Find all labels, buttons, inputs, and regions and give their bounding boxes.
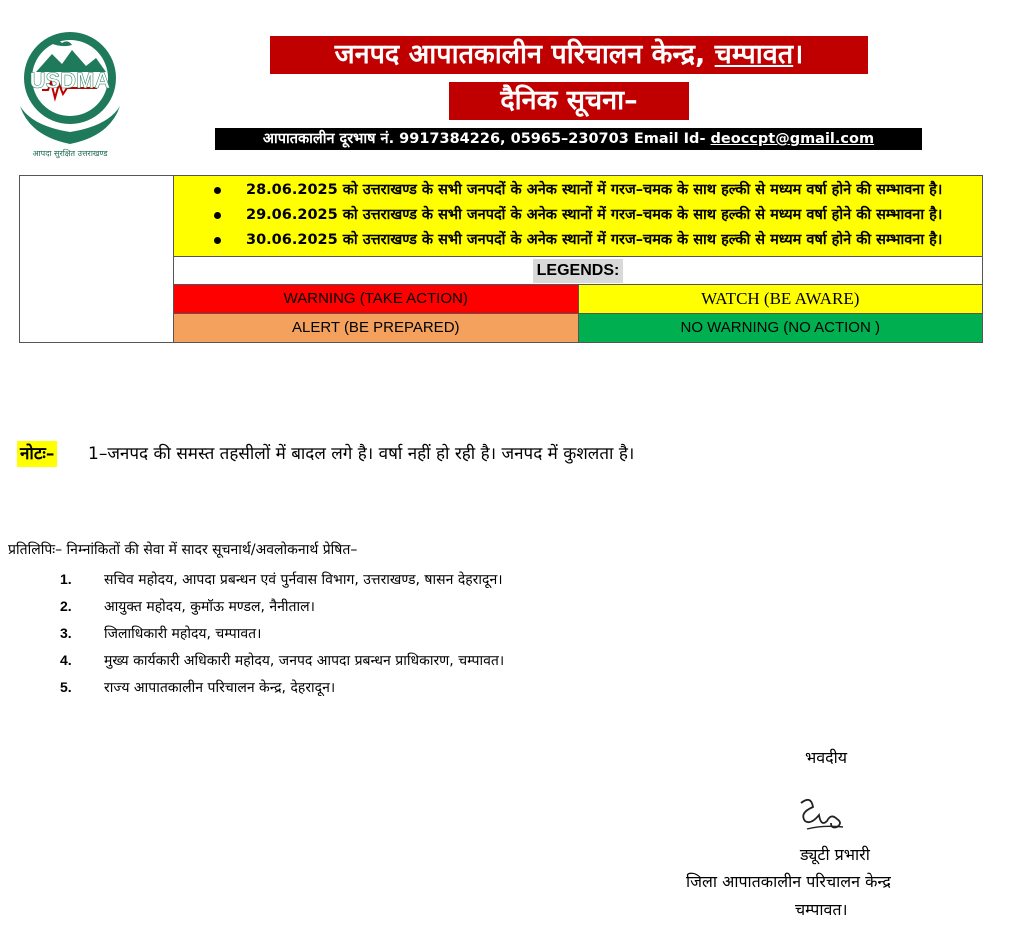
list-number: 2.: [60, 598, 72, 614]
forecast-text: को उत्तराखण्ड के सभी जनपदों के अनेक स्थानों में गरज–चमक के साथ हल्की से मध्यम वर्षा होने की सम्भावना है।: [337, 182, 943, 198]
note-text: 1–जनपद की समस्त तहसीलों में बादल लगे है। वर्षा नहीं हो रही है। जनपद में कुशलता है।: [88, 444, 635, 464]
signature-icon: [793, 793, 855, 839]
forecast-date: 30.06.2025: [246, 232, 338, 248]
list-number: 3.: [60, 625, 72, 641]
list-number: 1.: [60, 571, 72, 587]
legend-watch: WATCH (BE AWARE): [578, 285, 983, 314]
copy-to-intro: प्रतिलिपिः– निम्नांकितों की सेवा में सादर सूचनार्थ/अवलोकनार्थ प्रेषित–: [8, 542, 358, 558]
title-place: चम्पावत: [714, 39, 794, 70]
list-number: 4.: [60, 652, 72, 668]
forecast-text: को उत्तराखण्ड के सभी जनपदों के अनेक स्थानों में गरज–चमक के साथ हल्की से मध्यम वर्षा होने की सम्भावना है।: [337, 232, 943, 248]
legends-title: LEGENDS:: [533, 259, 624, 283]
signatory-role: ड्यूटी प्रभारी: [800, 845, 870, 864]
contact-email-link[interactable]: deoccpt@gmail.com: [710, 131, 875, 147]
logo-text: USDMA: [29, 68, 111, 93]
list-item: [60, 620, 504, 647]
list-text: राज्य आपातकालीन परिचालन केन्द्र, देहरादून।: [104, 680, 336, 696]
blank-cell: [20, 176, 174, 343]
forecast-date: 29.06.2025: [246, 207, 338, 223]
list-text: आयुक्त महोदय, कुमॉऊ मण्डल, नैनीताल।: [104, 599, 315, 615]
list-item: [60, 593, 504, 620]
bullet-icon: [214, 212, 221, 219]
signatory-place: चम्पावत।: [795, 900, 848, 919]
copy-to-list: [60, 566, 504, 701]
forecast-item: [190, 204, 972, 227]
usdma-emblem-icon: [10, 28, 130, 148]
forecast-list: [190, 179, 972, 252]
forecast-item: [190, 229, 972, 252]
signatory-office: जिला आपातकालीन परिचालन केन्द्र: [686, 872, 891, 891]
list-item: [60, 566, 504, 593]
contact-bar: [215, 128, 922, 150]
page-title: [270, 36, 868, 74]
legends-header: [174, 257, 983, 285]
bullet-icon: [214, 237, 221, 244]
note-label: नोटः–: [17, 441, 57, 467]
logo-caption: आपदा सुरक्षित उत्तराखण्ड: [32, 149, 108, 158]
forecast-date: 28.06.2025: [246, 182, 338, 198]
legend-no-warning: NO WARNING (NO ACTION ): [578, 314, 983, 343]
forecast-text: को उत्तराखण्ड के सभी जनपदों के अनेक स्थानों में गरज–चमक के साथ हल्की से मध्यम वर्षा होने की सम्भावना है।: [337, 207, 943, 223]
list-item: [60, 674, 504, 701]
title-prefix: जनपद आपातकालीन परिचालन केन्द्र,: [334, 39, 715, 70]
usdma-logo: [10, 28, 130, 163]
forecast-cell: [174, 176, 983, 257]
bullet-icon: [214, 187, 221, 194]
contact-text: आपातकालीन दूरभाष नं. 9917384226, 05965–230703 Email Id-: [262, 131, 711, 147]
forecast-table: [19, 175, 983, 343]
list-text: सचिव महोदय, आपदा प्रबन्धन एवं पुर्नवास विभाग, उत्तराखण्ड, षासन देहरादून।: [104, 572, 503, 588]
legend-warning: WARNING (TAKE ACTION): [174, 285, 579, 314]
forecast-item: [190, 179, 972, 202]
list-text: जिलाधिकारी महोदय, चम्पावत।: [104, 626, 262, 642]
closing-text: भवदीय: [805, 748, 848, 767]
list-item: [60, 647, 504, 674]
list-text: मुख्य कार्यकारी अधिकारी महोदय, जनपद आपदा प्रबन्धन प्राधिकारण, चम्पावत।: [104, 653, 505, 669]
page-subtitle: दैनिक सूचना–: [449, 82, 689, 120]
list-number: 5.: [60, 679, 72, 695]
legend-alert: ALERT (BE PREPARED): [174, 314, 579, 343]
title-suffix: ।: [793, 39, 804, 70]
